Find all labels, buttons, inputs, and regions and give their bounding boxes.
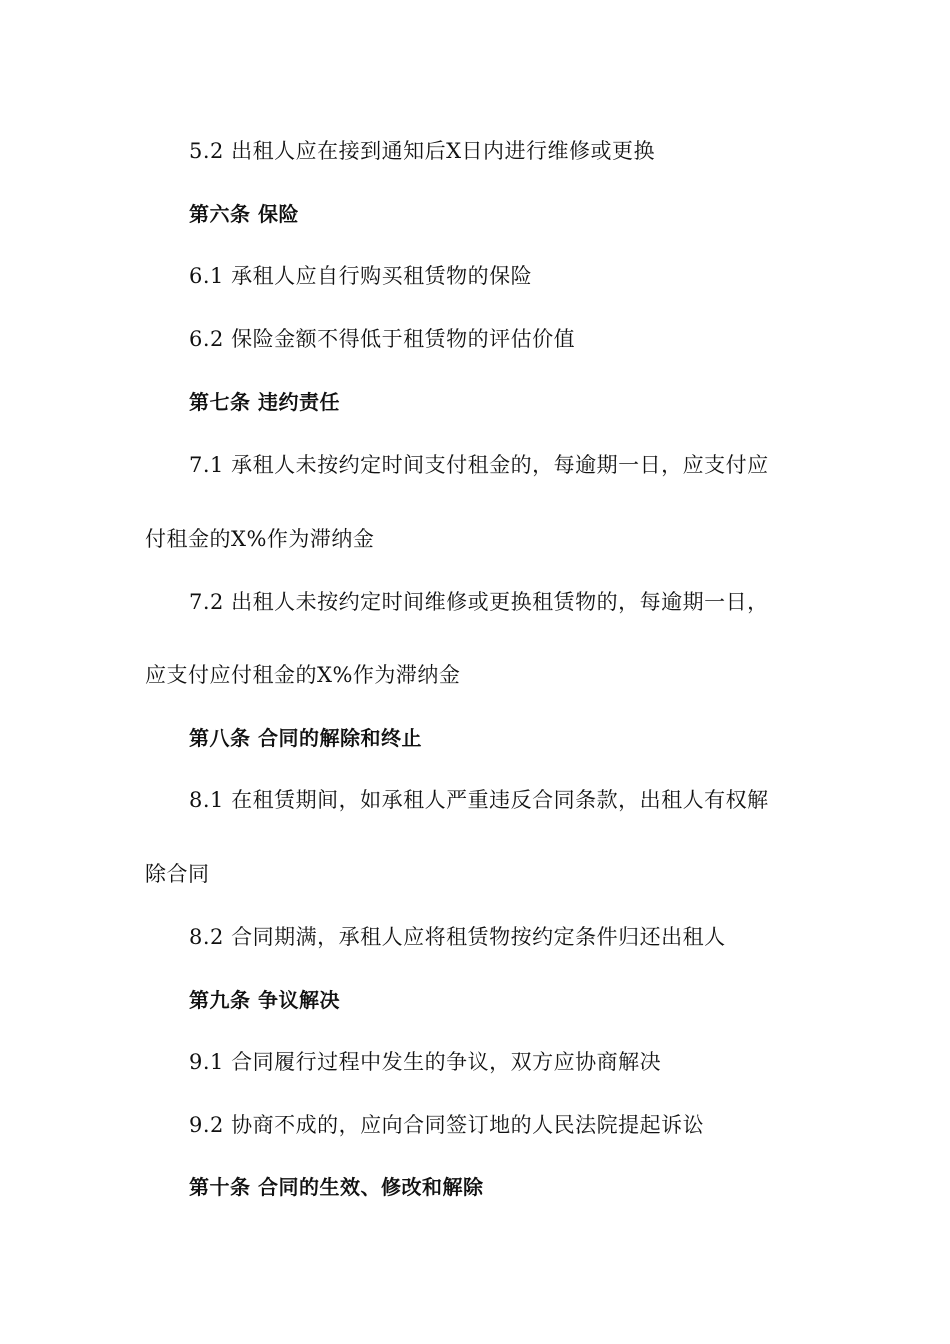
clause-6-2: 6.2 保险金额不得低于租赁物的评估价值 xyxy=(189,327,576,351)
clause-8-1: 8.1 在租赁期间，如承租人严重违反合同条款，出租人有权解 xyxy=(189,788,769,812)
clause-9-2: 9.2 协商不成的，应向合同签订地的人民法院提起诉讼 xyxy=(189,1113,705,1137)
article-7-heading: 第七条 违约责任 xyxy=(189,390,340,414)
clause-7-2: 7.2 出租人未按约定时间维修或更换租赁物的，每逾期一日， xyxy=(189,590,769,614)
article-8-heading: 第八条 合同的解除和终止 xyxy=(189,726,422,750)
clause-7-1: 7.1 承租人未按约定时间支付租金的，每逾期一日，应支付应 xyxy=(189,453,769,477)
article-9-heading: 第九条 争议解决 xyxy=(189,988,340,1012)
clause-9-1: 9.1 合同履行过程中发生的争议，双方应协商解决 xyxy=(189,1050,662,1074)
clause-7-2-continued: 应支付应付租金的X%作为滞纳金 xyxy=(145,663,461,687)
clause-5-2: 5.2 出租人应在接到通知后X日内进行维修或更换 xyxy=(189,139,656,163)
clause-7-1-continued: 付租金的X%作为滞纳金 xyxy=(145,527,375,551)
clause-6-1: 6.1 承租人应自行购买租赁物的保险 xyxy=(189,264,533,288)
article-6-heading: 第六条 保险 xyxy=(189,202,299,226)
clause-8-1-continued: 除合同 xyxy=(145,862,210,886)
article-10-heading: 第十条 合同的生效、修改和解除 xyxy=(189,1175,484,1199)
clause-8-2: 8.2 合同期满，承租人应将租赁物按约定条件归还出租人 xyxy=(189,925,726,949)
